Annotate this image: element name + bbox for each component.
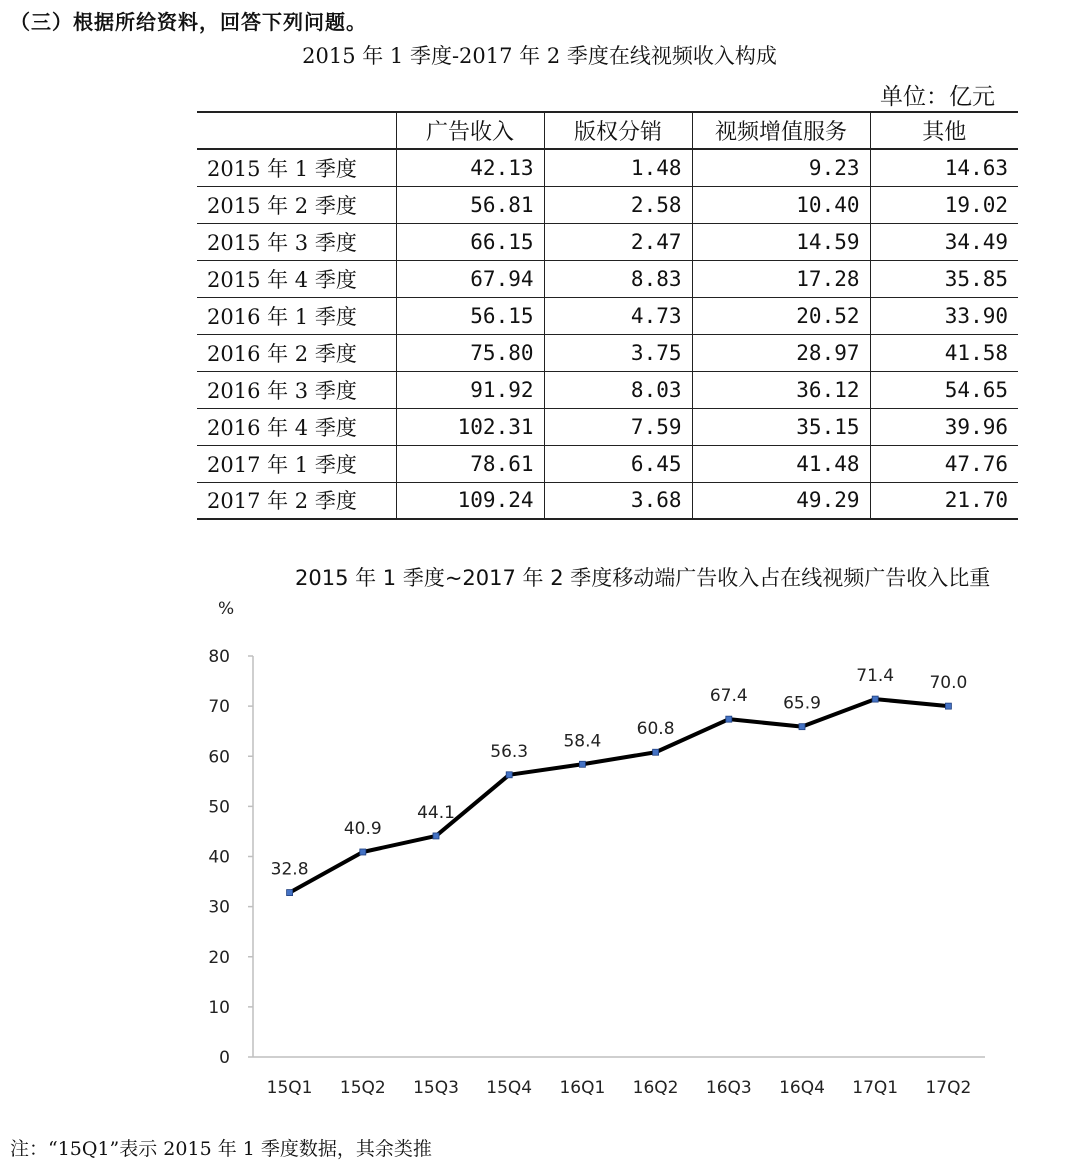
data-label: 40.9 bbox=[343, 818, 382, 839]
table-cell: 66.15 bbox=[396, 223, 544, 260]
table-cell: 8.03 bbox=[544, 371, 692, 408]
table-cell: 14.63 bbox=[870, 149, 1018, 186]
header-value-added-services: 视频增值服务 bbox=[692, 112, 870, 149]
y-tick-label: 80 bbox=[208, 647, 230, 667]
table-cell: 41.48 bbox=[692, 445, 870, 482]
series-line bbox=[290, 699, 949, 892]
header-other: 其他 bbox=[870, 112, 1018, 149]
data-label: 60.8 bbox=[636, 719, 675, 740]
y-tick-label: 60 bbox=[208, 747, 230, 768]
x-tick-label: 15Q1 bbox=[266, 1078, 313, 1098]
row-label: 2015 年 1 季度 bbox=[197, 149, 396, 186]
table-cell: 19.02 bbox=[870, 186, 1018, 223]
data-point-marker bbox=[506, 772, 512, 778]
table-cell: 20.52 bbox=[692, 297, 870, 334]
x-tick-label: 17Q2 bbox=[925, 1078, 972, 1098]
footnote: 注：“15Q1”表示 2015 年 1 季度数据，其余类推 bbox=[10, 1138, 432, 1160]
data-label: 70.0 bbox=[929, 673, 968, 694]
x-tick-label: 15Q4 bbox=[486, 1078, 533, 1098]
y-axis-unit-label: % bbox=[218, 599, 235, 619]
header-corner bbox=[197, 112, 396, 149]
table-cell: 33.90 bbox=[870, 297, 1018, 334]
table-cell: 78.61 bbox=[396, 445, 544, 482]
x-tick-label: 17Q1 bbox=[852, 1078, 899, 1098]
x-tick-label: 15Q3 bbox=[413, 1078, 459, 1098]
row-label: 2017 年 2 季度 bbox=[197, 482, 396, 519]
table-cell: 42.13 bbox=[396, 149, 544, 186]
table-cell: 35.85 bbox=[870, 260, 1018, 297]
table-cell: 56.81 bbox=[396, 186, 544, 223]
table-cell: 39.96 bbox=[870, 408, 1018, 445]
x-tick-label: 15Q2 bbox=[339, 1078, 386, 1098]
header-ad-revenue: 广告收入 bbox=[396, 112, 544, 149]
row-label: 2016 年 4 季度 bbox=[197, 408, 396, 445]
row-label: 2015 年 2 季度 bbox=[197, 186, 396, 223]
table-cell: 14.59 bbox=[692, 223, 870, 260]
table-cell: 102.31 bbox=[396, 408, 544, 445]
y-tick-label: 0 bbox=[219, 1048, 230, 1068]
data-label: 65.9 bbox=[783, 693, 821, 714]
table-cell: 2.58 bbox=[544, 186, 692, 223]
table-row bbox=[197, 334, 1018, 371]
x-tick-label: 16Q2 bbox=[632, 1078, 679, 1098]
table-cell: 75.80 bbox=[396, 334, 544, 371]
data-point-marker bbox=[360, 849, 366, 855]
unit-label: 单位：亿元 bbox=[880, 84, 995, 110]
data-label: 71.4 bbox=[856, 666, 895, 687]
row-label: 2016 年 3 季度 bbox=[197, 371, 396, 408]
x-tick-label: 16Q3 bbox=[705, 1078, 752, 1098]
data-point-marker bbox=[726, 716, 732, 722]
table-row bbox=[197, 408, 1018, 445]
y-tick-label: 30 bbox=[208, 897, 230, 918]
table-row bbox=[197, 297, 1018, 334]
table-cell: 6.45 bbox=[544, 445, 692, 482]
table-cell: 47.76 bbox=[870, 445, 1018, 482]
row-label: 2016 年 1 季度 bbox=[197, 297, 396, 334]
table-cell: 8.83 bbox=[544, 260, 692, 297]
data-label: 58.4 bbox=[563, 731, 602, 752]
table-cell: 1.48 bbox=[544, 149, 692, 186]
y-tick-label: 40 bbox=[208, 847, 230, 868]
table-cell: 7.59 bbox=[544, 408, 692, 445]
table-cell: 4.73 bbox=[544, 297, 692, 334]
table-cell: 21.70 bbox=[870, 482, 1018, 519]
table-cell: 17.28 bbox=[692, 260, 870, 297]
data-point-marker bbox=[287, 890, 293, 896]
row-label: 2015 年 4 季度 bbox=[197, 260, 396, 297]
table-cell: 3.75 bbox=[544, 334, 692, 371]
row-label: 2015 年 3 季度 bbox=[197, 223, 396, 260]
table-cell: 28.97 bbox=[692, 334, 870, 371]
row-label: 2017 年 1 季度 bbox=[197, 445, 396, 482]
table-title: 2015 年 1 季度-2017 年 2 季度在线视频收入构成 bbox=[302, 44, 777, 68]
line-chart bbox=[0, 590, 1079, 1130]
table-cell: 36.12 bbox=[692, 371, 870, 408]
question-heading: （三）根据所给资料，回答下列问题。 bbox=[10, 10, 367, 34]
data-label: 56.3 bbox=[490, 741, 529, 762]
table-cell: 35.15 bbox=[692, 408, 870, 445]
table-cell: 9.23 bbox=[692, 149, 870, 186]
y-tick-label: 50 bbox=[208, 797, 230, 818]
table-row bbox=[197, 445, 1018, 482]
table-cell: 3.68 bbox=[544, 482, 692, 519]
table-cell: 41.58 bbox=[870, 334, 1018, 371]
data-label: 32.8 bbox=[270, 859, 309, 880]
data-label: 44.1 bbox=[417, 802, 455, 823]
table-row bbox=[197, 186, 1018, 223]
table-cell: 49.29 bbox=[692, 482, 870, 519]
table-row bbox=[197, 371, 1018, 408]
y-tick-label: 70 bbox=[208, 697, 230, 718]
table-row bbox=[197, 149, 1018, 186]
table-cell: 10.40 bbox=[692, 186, 870, 223]
table-row bbox=[197, 223, 1018, 260]
x-tick-label: 16Q4 bbox=[779, 1078, 825, 1098]
x-tick-label: 16Q1 bbox=[559, 1078, 606, 1098]
table-cell: 91.92 bbox=[396, 371, 544, 408]
y-tick-label: 20 bbox=[208, 947, 230, 968]
row-label: 2016 年 2 季度 bbox=[197, 334, 396, 371]
revenue-table bbox=[197, 111, 1018, 520]
chart-title: 2015 年 1 季度~2017 年 2 季度移动端广告收入占在线视频广告收入比重 bbox=[295, 566, 991, 590]
header-copyright-distribution: 版权分销 bbox=[544, 112, 692, 149]
table-row bbox=[197, 482, 1018, 519]
data-point-marker bbox=[945, 703, 951, 709]
y-tick-label: 10 bbox=[208, 997, 230, 1018]
data-label: 67.4 bbox=[709, 686, 748, 707]
data-point-marker bbox=[579, 761, 585, 767]
table-cell: 34.49 bbox=[870, 223, 1018, 260]
table-header-row bbox=[197, 112, 1018, 149]
table-cell: 67.94 bbox=[396, 260, 544, 297]
table-cell: 109.24 bbox=[396, 482, 544, 519]
table-cell: 2.47 bbox=[544, 223, 692, 260]
table-cell: 56.15 bbox=[396, 297, 544, 334]
table-row bbox=[197, 260, 1018, 297]
data-point-marker bbox=[433, 833, 439, 839]
data-point-marker bbox=[799, 724, 805, 730]
data-point-marker bbox=[872, 696, 878, 702]
table-cell: 54.65 bbox=[870, 371, 1018, 408]
data-point-marker bbox=[653, 749, 659, 755]
